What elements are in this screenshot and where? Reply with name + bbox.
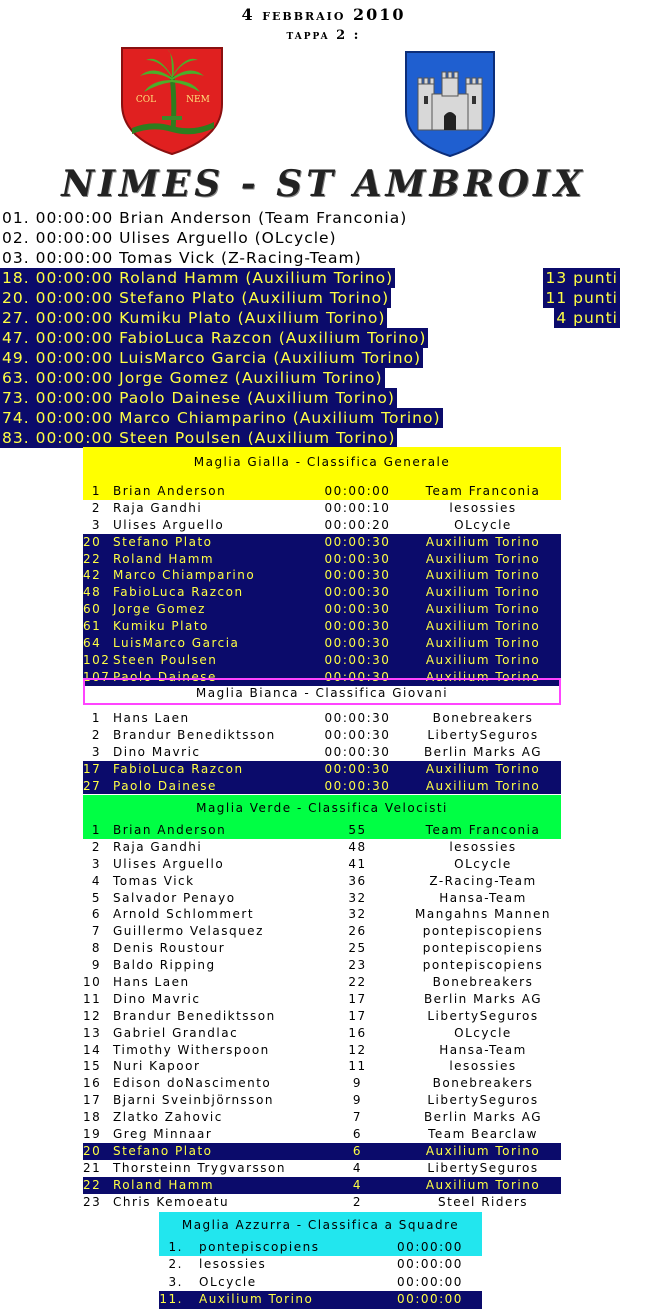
verde-pos: 5	[91, 890, 101, 905]
stage-result-row	[0, 388, 647, 408]
gialla-row	[83, 567, 561, 584]
azzurra-pos: 1.	[168, 1240, 183, 1254]
verde-rider: Tomas Vick	[113, 873, 195, 888]
gialla-rider: Steen Poulsen	[113, 652, 218, 667]
stage-result-text: 01. 00:00:00 Brian Anderson (Team Franconia)	[2, 209, 408, 227]
stage-result-text: 02. 00:00:00 Ulises Arguello (OLcycle)	[2, 229, 337, 247]
bianca-value: 00:00:30	[324, 727, 391, 742]
gialla-pos: 102	[83, 652, 111, 667]
stage-result-text: 63. 00:00:00 Jorge Gomez (Auxilium Torino)	[2, 369, 383, 387]
gialla-row	[83, 517, 561, 534]
stage-result-text: 18. 00:00:00 Roland Hamm (Auxilium Torino)	[2, 269, 394, 287]
verde-team: Z-Racing-Team	[429, 873, 537, 888]
verde-rider: Dino Mavric	[113, 991, 201, 1006]
gialla-team: Auxilium Torino	[425, 585, 541, 600]
verde-row	[83, 822, 561, 839]
gialla-rider: Ulises Arguello	[113, 517, 225, 532]
verde-rider: Thorsteinn Trygvarsson	[113, 1160, 286, 1175]
bianca-team: LibertySeguros	[427, 727, 539, 742]
verde-pos: 17	[83, 1093, 102, 1108]
verde-rider: Ulises Arguello	[113, 856, 225, 871]
gialla-team: OLcycle	[454, 517, 512, 532]
verde-team: lesossies	[449, 1059, 517, 1074]
maglia-azzurra-table	[159, 1212, 482, 1309]
verde-row	[83, 1143, 561, 1160]
azzurra-team: lesossies	[199, 1257, 267, 1272]
gialla-value: 00:00:30	[324, 636, 391, 651]
verde-value: 2	[352, 1194, 363, 1209]
bianca-pos: 17	[83, 761, 102, 776]
gialla-value: 00:00:30	[324, 534, 391, 549]
maglia-azzurra-title: Maglia Azzurra - Classifica a Squadre	[159, 1212, 482, 1239]
verde-pos: 20	[83, 1143, 102, 1158]
bianca-row	[83, 761, 561, 778]
verde-pos: 6	[91, 907, 101, 922]
stage-result-text: 03. 00:00:00 Tomas Vick (Z-Racing-Team)	[2, 249, 362, 267]
verde-rider: Hans Laen	[113, 975, 190, 990]
bianca-value: 00:00:30	[324, 744, 391, 759]
gialla-pos: 1	[91, 484, 101, 498]
verde-row	[83, 839, 561, 856]
verde-pos: 12	[83, 1008, 102, 1023]
gialla-pos: 20	[83, 534, 102, 549]
verde-value: 25	[348, 941, 367, 956]
verde-team: LibertySeguros	[427, 1008, 539, 1023]
gialla-value: 00:00:30	[324, 669, 391, 684]
bianca-team: Auxilium Torino	[425, 761, 541, 776]
azzurra-team: OLcycle	[199, 1274, 257, 1289]
verde-rider: Zlatko Zahovic	[113, 1110, 223, 1125]
verde-pos: 4	[91, 873, 101, 888]
azzurra-row	[159, 1291, 482, 1308]
gialla-value: 00:00:30	[324, 602, 391, 617]
gialla-row	[83, 551, 561, 568]
stage-date: 4 febbraio 2010	[241, 5, 406, 24]
verde-pos: 16	[83, 1076, 102, 1091]
verde-rider: Bjarni Sveinbjörnsson	[113, 1093, 275, 1108]
bianca-pos: 1	[91, 711, 101, 725]
azzurra-time: 00:00:00	[397, 1257, 463, 1272]
stage-result-text: 20. 00:00:00 Stefano Plato (Auxilium Torino)	[2, 289, 390, 307]
stage-result-row	[0, 428, 647, 448]
verde-pos: 13	[83, 1025, 102, 1040]
stage-result-points: 11 punti	[545, 289, 618, 307]
gialla-value: 00:00:30	[324, 652, 391, 667]
gialla-row	[83, 534, 561, 551]
stage-result-row	[0, 408, 647, 428]
verde-rider: Timothy Witherspoon	[113, 1042, 270, 1057]
azzurra-pos: 3.	[168, 1274, 183, 1289]
verde-rider: Brandur Benediktsson	[113, 1008, 276, 1023]
gialla-team: Auxilium Torino	[425, 551, 541, 566]
verde-rider: Greg Minnaar	[113, 1127, 213, 1142]
verde-value: 12	[348, 1042, 367, 1057]
verde-team: LibertySeguros	[427, 1160, 539, 1175]
verde-row	[83, 1160, 561, 1177]
verde-rider: Raja Gandhi	[113, 839, 203, 854]
bianca-row	[83, 778, 561, 795]
verde-value: 17	[348, 991, 367, 1006]
verde-row	[83, 940, 561, 957]
verde-rider: Denis Roustour	[113, 941, 226, 956]
verde-pos: 7	[91, 924, 101, 939]
nimes-crest-logo	[118, 46, 226, 156]
azzurra-time: 00:00:00	[397, 1274, 463, 1289]
verde-rider: Brian Anderson	[113, 823, 227, 837]
bianca-row	[83, 744, 561, 761]
gialla-value: 00:00:30	[324, 619, 391, 634]
verde-team: pontepiscopiens	[422, 958, 544, 973]
gialla-value: 00:00:10	[324, 500, 391, 515]
bianca-team: Berlin Marks AG	[423, 744, 543, 759]
azzurra-row	[159, 1274, 482, 1291]
gialla-rider: Paolo Dainese	[113, 669, 217, 684]
stage-result-row	[0, 328, 647, 348]
gialla-row	[83, 483, 561, 500]
maglia-bianca-table	[83, 678, 561, 794]
verde-rider: Salvador Penayo	[113, 890, 236, 905]
verde-value: 48	[348, 839, 367, 854]
stage-result-row	[0, 208, 647, 228]
azzurra-pos: 11.	[159, 1292, 183, 1307]
gialla-value: 00:00:30	[324, 551, 391, 566]
verde-team: Auxilium Torino	[425, 1143, 541, 1158]
verde-pos: 23	[83, 1194, 102, 1209]
gialla-rider: Kumiku Plato	[113, 619, 209, 634]
verde-rider: Stefano Plato	[113, 1143, 213, 1158]
stage-result-text: 74. 00:00:00 Marco Chiamparino (Auxilium Torino)	[2, 409, 441, 427]
verde-row	[83, 1008, 561, 1025]
verde-value: 36	[348, 873, 367, 888]
bianca-row	[83, 727, 561, 744]
gialla-pos: 61	[83, 619, 102, 634]
bianca-pos: 3	[91, 744, 101, 759]
gialla-rider: Marco Chiamparino	[113, 568, 256, 583]
verde-team: Bonebreakers	[432, 975, 534, 990]
verde-team: Bonebreakers	[432, 1076, 534, 1091]
verde-pos: 8	[91, 941, 101, 956]
verde-rider: Guillermo Velasquez	[113, 924, 264, 939]
gialla-value: 00:00:30	[324, 568, 391, 583]
verde-rider: Chris Kemoeatu	[113, 1194, 230, 1209]
verde-value: 16	[348, 1025, 367, 1040]
verde-value: 17	[348, 1008, 367, 1023]
stage-result-text: 83. 00:00:00 Steen Poulsen (Auxilium Torino)	[2, 429, 396, 447]
azzurra-row	[159, 1239, 482, 1256]
verde-pos: 14	[83, 1042, 102, 1057]
verde-rider: Edison doNascimento	[113, 1076, 272, 1091]
crest-text-col: COL	[135, 95, 157, 105]
stage-result-points: 4 punti	[556, 309, 618, 327]
azzurra-time: 00:00:00	[397, 1292, 463, 1307]
gialla-team: Auxilium Torino	[425, 669, 541, 684]
stage-result-row	[0, 228, 647, 248]
verde-row	[83, 873, 561, 890]
stage-results-list	[0, 208, 647, 448]
bianca-rider: Dino Mavric	[113, 744, 201, 759]
stage-result-text: 27. 00:00:00 Kumiku Plato (Auxilium Torino)	[2, 309, 386, 327]
verde-value: 32	[348, 890, 367, 905]
gialla-pos: 64	[83, 636, 102, 651]
bianca-rider: Hans Laen	[113, 711, 190, 725]
verde-team: Team Franconia	[425, 823, 541, 837]
verde-row	[83, 1194, 561, 1211]
gialla-pos: 42	[83, 568, 102, 583]
verde-pos: 18	[83, 1110, 102, 1125]
bianca-row	[83, 710, 561, 727]
verde-team: Berlin Marks AG	[423, 991, 543, 1006]
gialla-rider: Stefano Plato	[113, 534, 213, 549]
verde-row	[83, 890, 561, 907]
gialla-row	[83, 500, 561, 517]
verde-team: Team Bearclaw	[428, 1127, 538, 1142]
maglia-gialla-table	[83, 447, 561, 686]
maglia-verde-title: Maglia Verde - Classifica Velocisti	[83, 795, 561, 822]
gialla-team: Team Franconia	[425, 484, 541, 498]
bianca-rider: Paolo Dainese	[113, 778, 217, 793]
azzurra-team: Auxilium Torino	[199, 1292, 314, 1307]
maglia-gialla-title: Maglia Gialla - Classifica Generale	[83, 447, 561, 483]
verde-row	[83, 906, 561, 923]
bianca-value: 00:00:30	[324, 761, 391, 776]
verde-value: 6	[352, 1143, 363, 1158]
gialla-rider: Raja Gandhi	[113, 500, 203, 515]
verde-value: 26	[348, 924, 367, 939]
stage-result-row	[0, 288, 647, 308]
crest-text-nem: NEM	[186, 95, 210, 105]
verde-rider: Gabriel Grandlac	[113, 1025, 239, 1040]
stage-result-text: 47. 00:00:00 FabioLuca Razcon (Auxilium Torino)	[2, 329, 427, 347]
verde-pos: 3	[91, 856, 101, 871]
verde-value: 22	[348, 975, 367, 990]
gialla-pos: 22	[83, 551, 102, 566]
verde-rider: Nuri Kapoor	[113, 1059, 201, 1074]
verde-pos: 15	[83, 1059, 102, 1074]
verde-team: Hansa-Team	[439, 890, 527, 905]
st-ambroix-crest-logo	[404, 50, 496, 158]
gialla-rider: Brian Anderson	[113, 484, 227, 498]
verde-team: Auxilium Torino	[425, 1177, 541, 1192]
verde-pos: 21	[83, 1160, 102, 1175]
bianca-pos: 27	[83, 778, 102, 793]
stage-result-row	[0, 268, 647, 288]
verde-value: 6	[352, 1127, 363, 1142]
verde-value: 9	[352, 1093, 363, 1108]
verde-team: Steel Riders	[437, 1194, 529, 1209]
gialla-pos: 107	[83, 669, 111, 684]
verde-value: 55	[348, 823, 367, 837]
verde-team: lesossies	[449, 839, 517, 854]
verde-pos: 11	[83, 991, 102, 1006]
gialla-row	[83, 584, 561, 601]
gialla-team: Auxilium Torino	[425, 619, 541, 634]
gialla-value: 00:00:30	[324, 585, 391, 600]
verde-pos: 22	[83, 1177, 102, 1192]
verde-team: Hansa-Team	[439, 1042, 527, 1057]
bianca-value: 00:00:30	[324, 711, 391, 725]
verde-team: Berlin Marks AG	[423, 1110, 543, 1125]
gialla-team: Auxilium Torino	[425, 534, 541, 549]
verde-pos: 1	[91, 823, 101, 837]
verde-value: 23	[348, 958, 367, 973]
gialla-row	[83, 652, 561, 669]
verde-rider: Roland Hamm	[113, 1177, 215, 1192]
verde-value: 9	[352, 1076, 363, 1091]
stage-title: NIMES - ST AMBROIX	[61, 163, 586, 205]
verde-row	[83, 974, 561, 991]
gialla-row	[83, 601, 561, 618]
bianca-team: Bonebreakers	[432, 711, 534, 725]
verde-row	[83, 1075, 561, 1092]
verde-team: pontepiscopiens	[422, 924, 544, 939]
verde-team: pontepiscopiens	[422, 941, 544, 956]
stage-result-text: 49. 00:00:00 LuisMarco Garcia (Auxilium Torino)	[2, 349, 422, 367]
gialla-pos: 60	[83, 602, 102, 617]
verde-value: 41	[348, 856, 367, 871]
verde-team: OLcycle	[454, 856, 512, 871]
verde-team: LibertySeguros	[427, 1093, 539, 1108]
verde-team: OLcycle	[454, 1025, 512, 1040]
verde-value: 11	[348, 1059, 367, 1074]
stage-number: tappa 2 :	[286, 28, 361, 43]
bianca-rider: FabioLuca Razcon	[113, 761, 244, 776]
maglia-bianca-title: Maglia Bianca - Classifica Giovani	[83, 678, 561, 705]
bianca-value: 00:00:30	[324, 778, 391, 793]
gialla-pos: 3	[91, 517, 101, 532]
gialla-team: Auxilium Torino	[425, 636, 541, 651]
verde-row	[83, 1092, 561, 1109]
gialla-rider: Roland Hamm	[113, 551, 215, 566]
stage-result-row	[0, 368, 647, 388]
verde-row	[83, 1109, 561, 1126]
azzurra-team: pontepiscopiens	[199, 1240, 320, 1254]
azzurra-row	[159, 1256, 482, 1273]
stage-result-text: 73. 00:00:00 Paolo Dainese (Auxilium Torino)	[2, 389, 395, 407]
verde-pos: 19	[83, 1127, 102, 1142]
bianca-rider: Brandur Benediktsson	[113, 727, 276, 742]
gialla-row	[83, 618, 561, 635]
maglia-verde-table	[83, 795, 561, 1210]
gialla-value: 00:00:00	[324, 484, 391, 498]
gialla-rider: Jorge Gomez	[113, 602, 206, 617]
stage-result-points: 13 punti	[545, 269, 618, 287]
verde-value: 7	[352, 1110, 363, 1125]
stage-result-row	[0, 348, 647, 368]
verde-row	[83, 1058, 561, 1075]
verde-rider: Baldo Ripping	[113, 958, 216, 973]
verde-rider: Arnold Schlommert	[113, 907, 255, 922]
gialla-team: Auxilium Torino	[425, 652, 541, 667]
azzurra-pos: 2.	[168, 1257, 183, 1272]
verde-row	[83, 1025, 561, 1042]
gialla-team: Auxilium Torino	[425, 568, 541, 583]
bianca-team: Auxilium Torino	[425, 778, 541, 793]
verde-row	[83, 1177, 561, 1194]
gialla-pos: 2	[91, 500, 101, 515]
gialla-pos: 48	[83, 585, 102, 600]
verde-row	[83, 1042, 561, 1059]
gialla-team: Auxilium Torino	[425, 602, 541, 617]
verde-value: 4	[352, 1160, 363, 1175]
verde-value: 32	[348, 907, 367, 922]
verde-team: Mangahns Mannen	[415, 907, 551, 922]
verde-row	[83, 991, 561, 1008]
verde-row	[83, 856, 561, 873]
gialla-rider: FabioLuca Razcon	[113, 585, 244, 600]
verde-value: 4	[352, 1177, 363, 1192]
gialla-rider: LuisMarco Garcia	[113, 636, 240, 651]
bianca-pos: 2	[91, 727, 101, 742]
verde-pos: 10	[83, 975, 102, 990]
gialla-team: lesossies	[449, 500, 517, 515]
azzurra-time: 00:00:00	[397, 1240, 463, 1254]
verde-pos: 9	[91, 958, 101, 973]
gialla-row	[83, 635, 561, 652]
stage-result-row	[0, 248, 647, 268]
verde-row	[83, 923, 561, 940]
gialla-value: 00:00:20	[324, 517, 391, 532]
stage-result-row	[0, 308, 647, 328]
verde-row	[83, 1126, 561, 1143]
verde-pos: 2	[91, 839, 101, 854]
verde-row	[83, 957, 561, 974]
